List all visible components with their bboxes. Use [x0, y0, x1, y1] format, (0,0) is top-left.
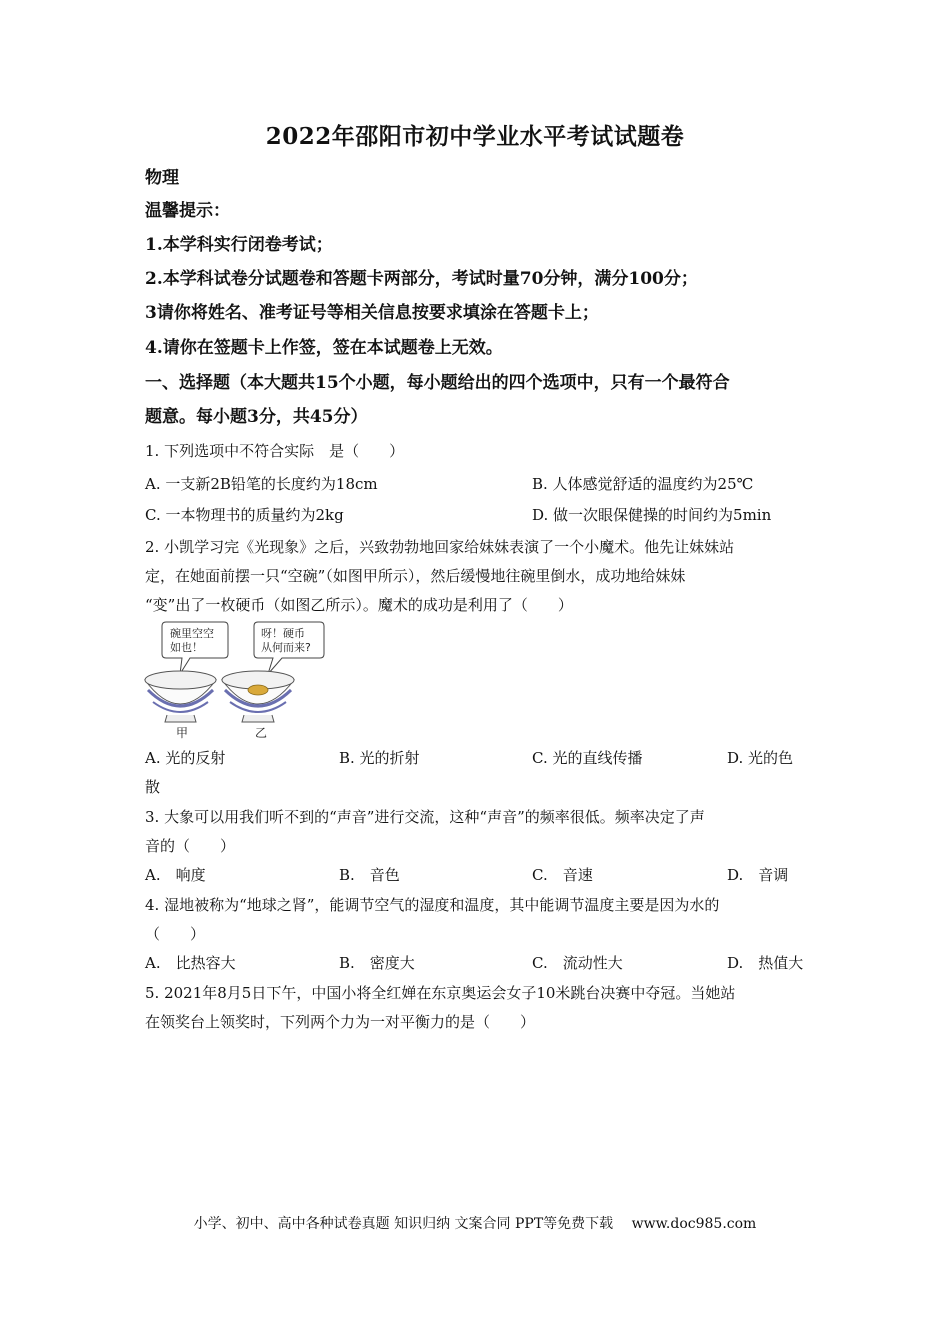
speech-bubble-right [254, 622, 324, 674]
question-2-option-d-wrap: 散 [145, 778, 161, 796]
page-footer [0, 1213, 950, 1233]
bubble-right-line: 从何而来? [261, 641, 311, 654]
question-3-option-d: D. 音调 [727, 866, 789, 884]
question-3-option-c: C. 音速 [532, 866, 593, 884]
question-1-option-c: C. 一本物理书的质量约为2kg [145, 506, 344, 524]
question-2-option-b: B. 光的折射 [339, 749, 420, 767]
question-3-option-b: B. 音色 [339, 866, 400, 884]
footer-text: 小学、初中、高中各种试卷真题 知识归纳 文案合同 PPT等免费下载 [193, 1216, 614, 1232]
notice-item: 3请你将姓名、准考证号等相关信息按要求填涂在答题卡上； [145, 303, 599, 323]
question-3-option-a: A. 响度 [145, 866, 206, 884]
question-5-stem: 5. 2021年8月5日下午，中国小将全红婵在东京奥运会女子10米跳台决赛中夺冠。当她站 [145, 984, 736, 1002]
bubble-left-line: 碗里空空 [170, 627, 214, 640]
footer-link[interactable]: www.doc985.com [631, 1216, 757, 1232]
question-2-stem: 定，在她面前摆一只“空碗”（如图甲所示），然后缓慢地往碗里倒水，成功地给妹妹 [145, 567, 686, 585]
question-5-stem: 在领奖台上领奖时，下列两个力为一对平衡力的是（ ） [145, 1013, 536, 1031]
notice-item: 1.本学科实行闭卷考试； [145, 235, 333, 255]
section-heading: 一、选择题（本大题共15个小题，每小题给出的四个选项中，只有一个最符合 [145, 373, 730, 393]
bubble-left-line: 如也！ [170, 641, 203, 654]
bubble-right-line: 呀！硬币 [261, 627, 305, 640]
question-2-option-d: D. 光的色 [727, 749, 794, 767]
question-3-stem: 3. 大象可以用我们听不到的“声音”进行交流，这种“声音”的频率很低。频率决定了声 [145, 808, 705, 826]
section-heading: 题意。每小题3分，共45分） [145, 407, 368, 427]
question-4-option-b: B. 密度大 [339, 954, 415, 972]
subject-label: 物理 [145, 168, 179, 188]
question-1-option-d: D. 做一次眼保健操的时间约为5min [532, 506, 772, 524]
question-1-option-b: B. 人体感觉舒适的温度约为25℃ [532, 475, 754, 493]
coin-icon [248, 685, 268, 695]
notice-item: 4.请你在签题卡上作签，签在本试题卷上无效。 [145, 338, 503, 358]
question-2-stem: “变”出了一枚硬币（如图乙所示）。魔术的成功是利用了（ ） [145, 596, 573, 614]
question-2-option-a: A. 光的反射 [145, 749, 226, 767]
question-2-option-c: C. 光的直线传播 [532, 749, 643, 767]
bowl-with-coin-illustration [222, 671, 294, 722]
bowl-figure [140, 618, 340, 743]
notice-heading: 温馨提示： [145, 201, 230, 221]
question-1-stem: 1. 下列选项中不符合实际 是（ ） [145, 442, 405, 460]
empty-bowl-illustration [145, 671, 216, 722]
speech-bubble-left [162, 622, 228, 674]
question-2-stem: 2. 小凯学习完《光现象》之后，兴致勃勃地回家给妹妹表演了一个小魔术。他先让妹妹站 [145, 538, 735, 556]
page-title: 2022年邵阳市初中学业水平考试试题卷 [265, 123, 685, 150]
figure-label-right: 乙 [255, 726, 268, 740]
question-3-stem: 音的（ ） [145, 837, 236, 855]
notice-item: 2.本学科试卷分试题卷和答题卡两部分，考试时量70分钟，满分100分； [145, 269, 698, 289]
question-4-option-a: A. 比热容大 [145, 954, 236, 972]
question-4-stem: 4. 湿地被称为“地球之肾”，能调节空气的湿度和温度，其中能调节温度主要是因为水的 [145, 896, 720, 914]
question-1-option-a: A. 一支新2B铅笔的长度约为18cm [145, 475, 378, 493]
question-4-option-c: C. 流动性大 [532, 954, 623, 972]
figure-label-left: 甲 [176, 726, 189, 740]
question-4-stem: （ ） [145, 925, 206, 943]
question-4-option-d: D. 热值大 [727, 954, 804, 972]
